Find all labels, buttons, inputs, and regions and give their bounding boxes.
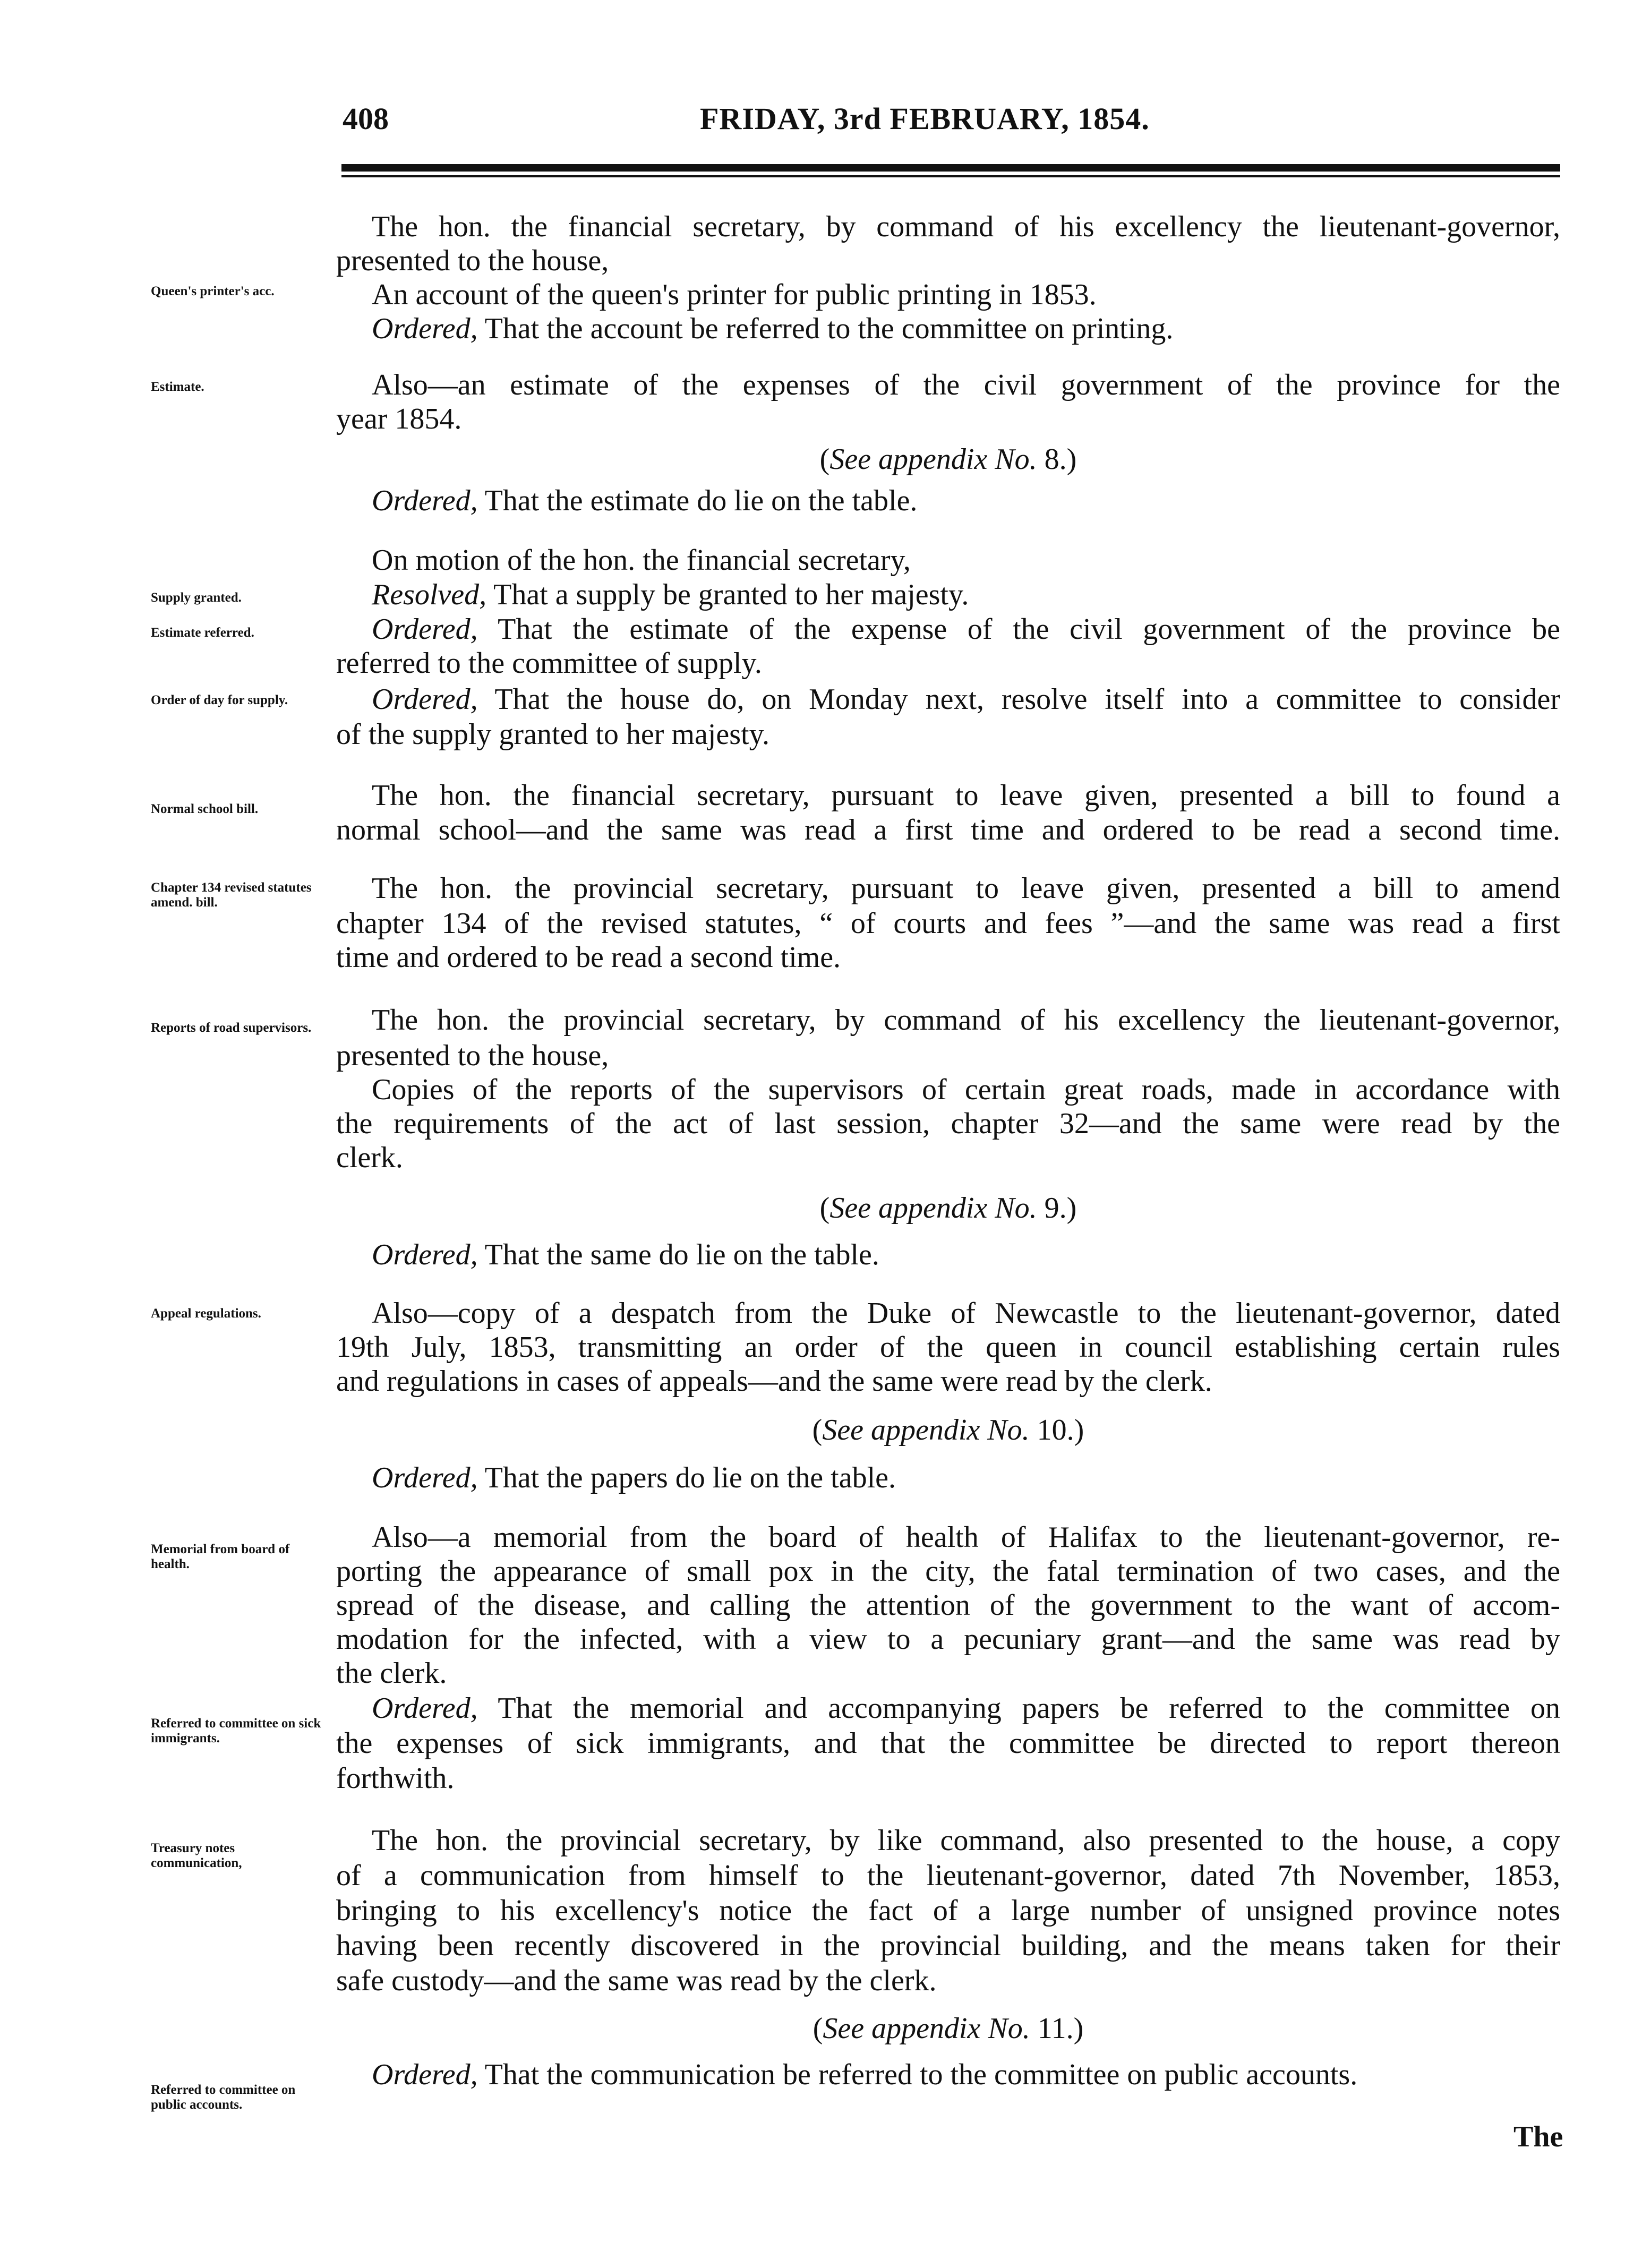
ordered-label: Ordered, <box>372 613 478 646</box>
text-span: That the estimate of the expense of the civil government of the province be <box>477 613 1560 646</box>
text-line: of the supply granted to her majesty. <box>336 718 769 751</box>
see-appendix-label: See appendix No. <box>829 1192 1037 1225</box>
appendix-reference <box>336 442 1560 477</box>
text-line <box>372 1460 896 1495</box>
margin-note: Appeal regulations. <box>151 1306 261 1321</box>
text-span: That the memorial and accompanying papers be referred to the committee on <box>477 1692 1560 1725</box>
text-line: porting the appearance of small pox in the city, the fatal termination of two cases, and the <box>336 1555 1560 1588</box>
ordered-label: Ordered, <box>372 1461 478 1494</box>
ordered-label: Ordered, <box>372 1692 478 1725</box>
header-rule-thin <box>341 175 1560 177</box>
text-line <box>372 682 1560 717</box>
text-line: On motion of the hon. the financial secretary, <box>372 544 911 577</box>
text-line: time and ordered to be read a second time. <box>336 941 841 974</box>
text-line <box>372 1691 1560 1726</box>
text-span: ( <box>812 1414 823 1447</box>
appendix-reference <box>336 1191 1560 1226</box>
text-line: chapter 134 of the revised statutes, “ of courts and fees ”—and the same was read a first <box>336 907 1560 940</box>
text-line: Also—a memorial from the board of health of Halifax to the lieutenant-governor, re- <box>372 1521 1560 1554</box>
text-span: ( <box>819 1192 830 1225</box>
header-rule-thick <box>341 164 1560 172</box>
page-number: 408 <box>343 101 389 136</box>
page-date-heading: FRIDAY, 3rd FEBRUARY, 1854. <box>700 101 1150 136</box>
text-line: forthwith. <box>336 1762 455 1795</box>
text-line: having been recently discovered in the provincial building, and the means taken for their <box>336 1929 1560 1962</box>
text-span: ( <box>819 443 830 476</box>
text-line: and regulations in cases of appeals—and the same were read by the clerk. <box>336 1365 1212 1398</box>
text-line <box>372 2057 1357 2092</box>
appendix-number: 10.) <box>1029 1414 1084 1447</box>
appendix-number: 11.) <box>1030 2012 1084 2045</box>
ordered-label: Ordered, <box>372 2058 478 2091</box>
ordered-label: Ordered, <box>372 312 478 345</box>
see-appendix-label: See appendix No. <box>829 443 1037 476</box>
text-line: The hon. the provincial secretary, pursuant to leave given, presented a bill to amend <box>372 872 1560 905</box>
margin-note: Treasury notes communication, <box>151 1841 242 1870</box>
text-span: That the communication be referred to the committee on public accounts. <box>477 2058 1358 2091</box>
margin-note: Estimate referred. <box>151 626 254 640</box>
text-line: The hon. the financial secretary, by command of his excellency the lieutenant-governor, <box>372 210 1560 243</box>
margin-note: Order of day for supply. <box>151 693 288 707</box>
text-line: The hon. the provincial secretary, by like command, also presented to the house, a copy <box>372 1824 1560 1857</box>
text-span: That the estimate do lie on the table. <box>477 484 918 517</box>
text-line: clerk. <box>336 1141 403 1174</box>
see-appendix-label: See appendix No. <box>822 1414 1030 1447</box>
see-appendix-label: See appendix No. <box>823 2012 1030 2045</box>
text-line: safe custody—and the same was read by the clerk. <box>336 1964 937 1997</box>
text-line: Copies of the reports of the supervisors of certain great roads, made in accordance with <box>372 1073 1560 1106</box>
ordered-label: Ordered, <box>372 683 478 716</box>
text-span: That the house do, on Monday next, resolve itself into a committee to consider <box>477 683 1560 716</box>
margin-note: Estimate. <box>151 380 204 394</box>
appendix-number: 9.) <box>1037 1192 1077 1225</box>
text-span: That the account be referred to the committee on printing. <box>477 312 1174 345</box>
text-line: presented to the house, <box>336 1039 609 1072</box>
margin-note: Referred to committee on sick immigrants. <box>151 1716 321 1745</box>
text-line: the requirements of the act of last session, chapter 32—and the same were read by the <box>336 1107 1560 1140</box>
text-line: spread of the disease, and calling the attention of the government to the want of accom- <box>336 1589 1560 1622</box>
text-span: That a supply be granted to her majesty. <box>486 578 969 611</box>
margin-note: Reports of road supervisors. <box>151 1021 312 1035</box>
appendix-reference <box>336 1413 1560 1448</box>
text-span: That the same do lie on the table. <box>477 1238 879 1271</box>
text-line: referred to the committee of supply. <box>336 647 762 680</box>
text-line <box>372 311 1173 346</box>
text-line <box>372 612 1560 647</box>
text-line: The hon. the financial secretary, pursuant to leave given, presented a bill to found a <box>372 779 1560 812</box>
text-span: That the papers do lie on the table. <box>477 1461 896 1494</box>
text-line <box>372 483 917 518</box>
margin-note: Normal school bill. <box>151 802 259 816</box>
text-line: year 1854. <box>336 403 462 435</box>
margin-note: Chapter 134 revised statutes amend. bill. <box>151 880 312 910</box>
text-line: the clerk. <box>336 1657 447 1690</box>
text-line: modation for the infected, with a view to a pecuniary grant—and the same was read by <box>336 1623 1560 1656</box>
text-line: Also—copy of a despatch from the Duke of Newcastle to the lieutenant-governor, dated <box>372 1297 1560 1330</box>
margin-note: Supply granted. <box>151 590 242 605</box>
text-line: bringing to his excellency's notice the fact of a large number of unsigned province notes <box>336 1894 1560 1927</box>
text-line: The hon. the provincial secretary, by command of his excellency the lieutenant-governor, <box>372 1004 1560 1037</box>
margin-note: Queen's printer's acc. <box>151 284 275 298</box>
text-line: An account of the queen's printer for public printing in 1853. <box>372 278 1097 311</box>
text-line: the expenses of sick immigrants, and that the committee be directed to report thereon <box>336 1727 1560 1760</box>
text-line: normal school—and the same was read a first time and ordered to be read a second time. <box>336 814 1560 846</box>
text-line: 19th July, 1853, transmitting an order of the queen in council establishing certain rules <box>336 1331 1560 1364</box>
text-line: Also—an estimate of the expenses of the civil government of the province for the <box>372 369 1560 401</box>
text-line <box>372 577 969 612</box>
ordered-label: Ordered, <box>372 484 478 517</box>
text-line: presented to the house, <box>336 244 609 277</box>
resolved-label: Resolved, <box>372 578 487 611</box>
margin-note: Referred to committee on public accounts. <box>151 2083 296 2112</box>
text-line <box>372 1237 879 1272</box>
text-line: of a communication from himself to the lieutenant-governor, dated 7th November, 1853, <box>336 1859 1560 1892</box>
ordered-label: Ordered, <box>372 1238 478 1271</box>
margin-note: Memorial from board of health. <box>151 1542 290 1571</box>
text-span: ( <box>813 2012 823 2045</box>
appendix-reference <box>336 2011 1560 2046</box>
catchword: The <box>1513 2120 1563 2153</box>
appendix-number: 8.) <box>1037 443 1077 476</box>
